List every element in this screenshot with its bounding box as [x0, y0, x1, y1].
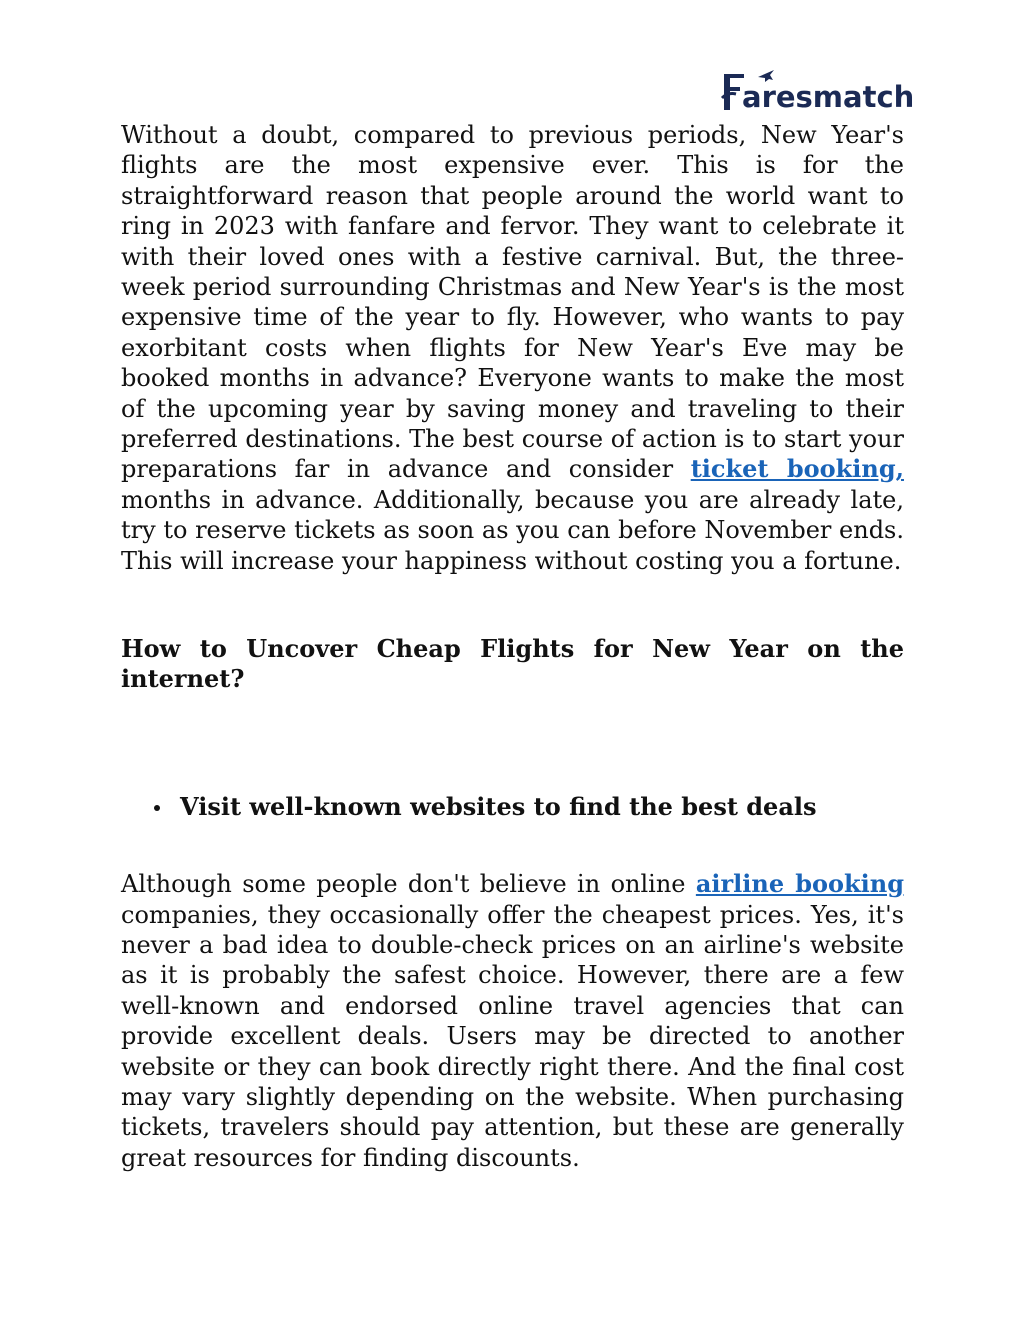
airline-booking-link[interactable]: airline booking: [695, 869, 904, 899]
websites-text-before: Although some people don't believe in online: [121, 870, 696, 899]
section-heading: How to Uncover Cheap Flights for New Year on the internet?: [121, 634, 904, 694]
list-item-text: Visit well-known websites to find the best deals: [180, 792, 817, 822]
websites-paragraph: [121, 869, 904, 1173]
article-body: [121, 120, 904, 1173]
intro-paragraph: [121, 120, 904, 576]
ticket-booking-link[interactable]: ticket booking,: [690, 454, 904, 484]
tips-list: [121, 792, 904, 822]
intro-text-before: Without a doubt, compared to previous periods, New Year's flights are the most expensive ever. This is for the straightforward reason that people around the world want to ring in 2023 with fanfare and fervor. They want to celebrate it with their loved ones with a festive carnival. But, the three-week period surrounding Christmas and New Year's is the most expensive time of the year to fly. However, who wants to pay exorbitant costs when flights for New Year's Eve may be booked months in advance? Everyone wants to make the most of the upcoming year by saving money and traveling to their preferred destinations. The best course of action is to start your preparations far in advance and consider: [121, 121, 904, 484]
logo-text: aresmatch: [742, 80, 915, 114]
intro-text-after: months in advance. Additionally, because you are already late, try to reserve tickets as soon as you can before November ends. This will increase your happiness without costing you a fortune.: [121, 485, 904, 575]
bullet-icon: [154, 805, 160, 811]
list-item: [121, 792, 904, 822]
faresmatch-logo: [718, 68, 915, 116]
websites-text-after: companies, they occasionally offer the cheapest prices. Yes, it's never a bad idea to double-check prices on an airline's website as it is probably the safest choice. However, there are a few well-known and endorsed online travel agencies that can provide excellent deals. Users may be directed to another website or they can book directly right there. And the final cost may vary slightly depending on the website. When purchasing tickets, travelers should pay attention, but these are generally great resources for finding discounts.: [121, 900, 904, 1172]
